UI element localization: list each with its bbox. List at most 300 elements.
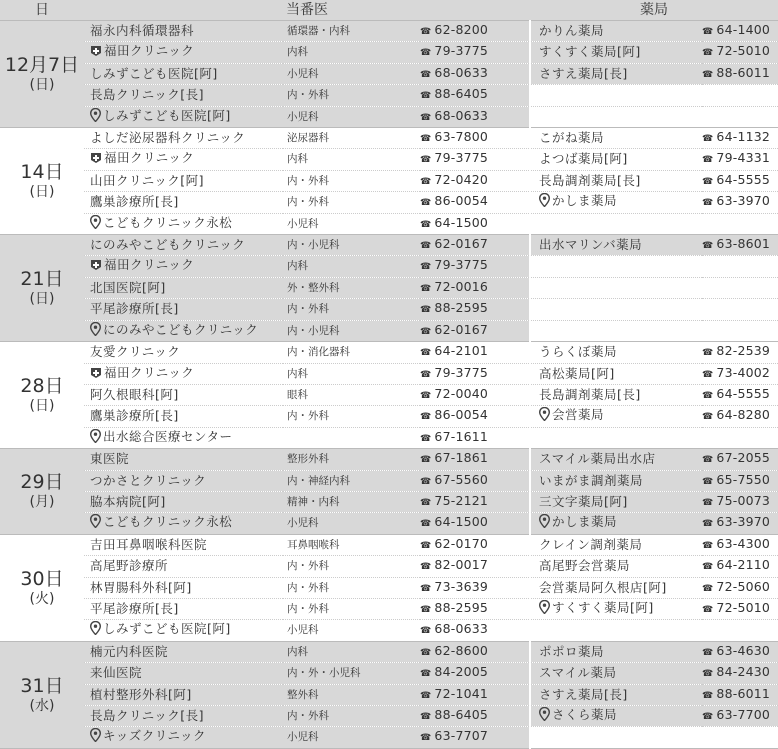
- phone-icon: ☎: [420, 262, 432, 273]
- clinic-phone: [420, 449, 530, 470]
- clinic-phone-number: 68-0633: [434, 64, 489, 80]
- phone-icon: ☎: [702, 198, 714, 209]
- phone-icon: ☎: [420, 433, 432, 444]
- pharmacy-name: [530, 449, 702, 470]
- pharmacy-phone-number: 88-6011: [716, 64, 771, 80]
- pharmacy-empty-cell: [530, 256, 778, 277]
- pharmacy-phone-number: 63-4300: [716, 535, 771, 551]
- phone-icon: ☎: [420, 412, 432, 423]
- clinic-name-text: にのみやこどもクリニック: [90, 237, 246, 253]
- day-date: 30日: [20, 567, 64, 590]
- pharmacy-phone: [702, 641, 778, 662]
- clinic-department: 精神・内科: [283, 491, 420, 512]
- clinic-phone-number: 88-6405: [434, 86, 489, 102]
- clinic-department: 内・神経内科: [283, 470, 420, 491]
- clinic-name-text: 鷹巣診療所[長]: [90, 408, 179, 424]
- clinic-name-text: 楠元内科医院: [90, 643, 169, 659]
- pharmacy-phone: [702, 598, 778, 619]
- pharmacy-phone: [702, 491, 778, 512]
- pharmacy-phone: [702, 513, 778, 534]
- clinic-department: 内・外科: [283, 577, 420, 598]
- clinic-phone-number: 62-8600: [434, 642, 489, 658]
- clinic-phone: [420, 170, 530, 191]
- header-pharmacy: 薬局: [530, 0, 778, 21]
- table-row: [0, 427, 778, 448]
- pharmacy-name-text: ポポロ薬局: [539, 643, 605, 659]
- table-row: [0, 21, 778, 42]
- table-row: [0, 85, 778, 106]
- pharmacy-name-text: さすえ薬局[長]: [539, 65, 628, 81]
- clinic-phone-number: 67-1611: [434, 428, 489, 444]
- clinic-name: [84, 427, 283, 448]
- clinic-name-text: 来仙医院: [90, 665, 143, 681]
- clinic-department: 小児科: [283, 513, 420, 534]
- clinic-phone: [420, 577, 530, 598]
- clinic-name: [84, 320, 283, 341]
- phone-icon: ☎: [420, 283, 432, 294]
- clinic-phone: [420, 192, 530, 213]
- clinic-phone-number: 63-7707: [434, 728, 489, 744]
- clinic-name: [84, 213, 283, 234]
- day-weekday: (日): [29, 290, 55, 307]
- pharmacy-name-text: こがね薬局: [539, 130, 605, 146]
- clinic-phone: [420, 470, 530, 491]
- clinic-name-text: こどもクリニック永松: [103, 514, 233, 530]
- pharmacy-name-text: かしま薬局: [552, 193, 618, 209]
- pharmacy-phone-number: 64-1132: [716, 129, 771, 145]
- clinic-phone: [420, 320, 530, 341]
- pharmacy-phone-number: 72-5010: [716, 43, 771, 59]
- phone-icon: ☎: [420, 176, 432, 187]
- clinic-name: [84, 170, 283, 191]
- table-row: [0, 235, 778, 256]
- clinic-name: [84, 192, 283, 213]
- phone-icon: ☎: [702, 27, 714, 37]
- table-row: [0, 256, 778, 277]
- pharmacy-name-text: すくすく薬局[阿]: [552, 599, 654, 615]
- clinic-phone: [420, 556, 530, 577]
- pharmacy-name-text: 会営薬局阿久根店[阿]: [539, 579, 667, 595]
- clinic-name-text: 植村整形外科[阿]: [90, 686, 192, 702]
- clinic-name-text: 友愛クリニック: [90, 344, 181, 360]
- pharmacy-name-text: いまがま調剤薬局: [539, 472, 644, 488]
- table-row: [0, 663, 778, 684]
- clinic-department: 内科: [283, 641, 420, 662]
- phone-icon: ☎: [702, 176, 714, 187]
- clinic-department: 外・整外科: [283, 277, 420, 298]
- clinic-name-text: 北国医院[阿]: [90, 279, 166, 295]
- pharmacy-name: [530, 342, 702, 363]
- clinic-name: [84, 641, 283, 662]
- pharmacy-phone-number: 73-4002: [716, 364, 771, 380]
- table-row: [0, 170, 778, 191]
- clinic-phone-number: 88-6405: [434, 707, 489, 722]
- location-pin-icon: [90, 621, 101, 640]
- clinic-phone: [420, 534, 530, 555]
- table-row: [0, 299, 778, 320]
- clinic-name: [84, 727, 283, 748]
- day-date: 29日: [20, 471, 64, 494]
- day-weekday: (日): [29, 76, 55, 93]
- clinic-name: [84, 556, 283, 577]
- clinic-phone: [420, 598, 530, 619]
- table-row: [0, 684, 778, 705]
- pharmacy-name: [530, 363, 702, 384]
- clinic-phone-number: 67-5560: [434, 471, 489, 487]
- clinic-name-text: よしだ泌尿器科クリニック: [90, 130, 246, 146]
- day-date: 28日: [20, 375, 64, 398]
- clinic-name-text: 出水総合医療センター: [103, 428, 233, 444]
- pharmacy-phone-number: 64-1400: [716, 22, 771, 37]
- day-weekday: (日): [29, 397, 55, 414]
- pharmacy-name: [530, 384, 702, 405]
- phone-icon: ☎: [420, 669, 432, 680]
- clinic-phone: [420, 406, 530, 427]
- phone-icon: ☎: [420, 455, 432, 466]
- table-row: [0, 727, 778, 748]
- pharmacy-name-text: かしま薬局: [552, 514, 618, 530]
- pharmacy-empty-cell: [530, 427, 778, 448]
- clinic-name-text: 吉田耳鼻咽喉科医院: [90, 536, 208, 552]
- clinic-phone-number: 84-2005: [434, 664, 489, 680]
- location-pin-icon: [539, 407, 550, 426]
- pharmacy-phone-number: 67-2055: [716, 450, 771, 466]
- pharmacy-phone-number: 63-7700: [716, 707, 771, 722]
- clinic-phone-number: 64-1500: [434, 514, 489, 530]
- clinic-phone: [420, 491, 530, 512]
- day-date-cell: [0, 342, 84, 449]
- clinic-name: [84, 598, 283, 619]
- pharmacy-name: [530, 684, 702, 705]
- pharmacy-name-text: スマイル薬局: [539, 665, 617, 681]
- clinic-name: [84, 663, 283, 684]
- clinic-phone-number: 63-7800: [434, 129, 489, 145]
- clinic-phone: [420, 21, 530, 42]
- medical-cross-icon: [90, 366, 102, 384]
- pharmacy-phone: [702, 21, 778, 42]
- clinic-phone: [420, 706, 530, 727]
- clinic-name: [84, 63, 283, 84]
- pharmacy-empty-cell: [530, 620, 778, 641]
- clinic-department: 内・外科: [283, 406, 420, 427]
- clinic-name: [84, 85, 283, 106]
- clinic-name-text: 脇本病院[阿]: [90, 493, 166, 509]
- pharmacy-phone-number: 64-8280: [716, 407, 771, 423]
- pharmacy-name: [530, 235, 702, 256]
- pharmacy-name: [530, 42, 702, 63]
- location-pin-icon: [90, 429, 101, 448]
- location-pin-icon: [539, 193, 550, 212]
- table-row: [0, 577, 778, 598]
- phone-icon: ☎: [420, 241, 432, 252]
- location-pin-icon: [539, 707, 550, 726]
- pharmacy-phone-number: 63-8601: [716, 236, 771, 252]
- day-date-cell: [0, 128, 84, 235]
- clinic-phone-number: 64-2101: [434, 343, 489, 359]
- clinic-phone-number: 86-0054: [434, 407, 489, 423]
- clinic-name-text: しみずこども医院[阿]: [103, 621, 231, 637]
- day-date: 12月7日: [4, 54, 80, 77]
- clinic-phone-number: 62-0170: [434, 535, 489, 551]
- day-date: 21日: [20, 268, 64, 291]
- table-row: [0, 598, 778, 619]
- clinic-department: 内科: [283, 256, 420, 277]
- phone-icon: ☎: [420, 690, 432, 701]
- clinic-department: 内・外科: [283, 85, 420, 106]
- table-row: [0, 513, 778, 534]
- clinic-name-text: 福田クリニック: [104, 257, 195, 273]
- pharmacy-phone-number: 64-5555: [716, 385, 771, 401]
- clinic-phone-number: 62-0167: [434, 236, 489, 252]
- phone-icon: ☎: [702, 48, 714, 59]
- medical-cross-icon: [90, 44, 102, 62]
- phone-icon: ☎: [420, 305, 432, 316]
- clinic-phone: [420, 63, 530, 84]
- table-row: [0, 342, 778, 363]
- phone-icon: ☎: [702, 369, 714, 380]
- phone-icon: ☎: [420, 626, 432, 637]
- table-row: [0, 491, 778, 512]
- table-row: [0, 470, 778, 491]
- phone-icon: ☎: [420, 604, 432, 615]
- clinic-name-text: 東医院: [90, 451, 130, 467]
- clinic-name-text: 長島クリニック[長]: [90, 87, 205, 103]
- clinic-name-text: 長島クリニック[長]: [90, 708, 205, 723]
- location-pin-icon: [90, 108, 101, 127]
- pharmacy-name-text: さくら薬局: [552, 707, 618, 722]
- pharmacy-name: [530, 170, 702, 191]
- clinic-name: [84, 470, 283, 491]
- pharmacy-phone: [702, 149, 778, 170]
- clinic-name-text: 平尾診療所[長]: [90, 301, 179, 317]
- pharmacy-name-text: 三文字薬局[阿]: [539, 493, 628, 509]
- clinic-phone-number: 72-0016: [434, 278, 489, 294]
- clinic-name: [84, 235, 283, 256]
- table-row: [0, 106, 778, 127]
- phone-icon: ☎: [702, 604, 714, 615]
- clinic-department: 循環器・内科: [283, 21, 420, 42]
- clinic-department: 耳鼻咽喉科: [283, 534, 420, 555]
- clinic-department: 小児科: [283, 106, 420, 127]
- clinic-department: 内・小児科: [283, 235, 420, 256]
- phone-icon: ☎: [420, 219, 432, 230]
- pharmacy-phone: [702, 235, 778, 256]
- day-date-cell: [0, 21, 84, 128]
- pharmacy-name-text: さすえ薬局[長]: [539, 686, 628, 702]
- clinic-phone: [420, 106, 530, 127]
- clinic-name: [84, 363, 283, 384]
- medical-cross-icon: [90, 258, 102, 276]
- pharmacy-name: [530, 149, 702, 170]
- pharmacy-phone-number: 72-5010: [716, 599, 771, 615]
- phone-icon: ☎: [702, 241, 714, 252]
- clinic-phone-number: 82-0017: [434, 557, 489, 573]
- day-weekday: (水): [29, 697, 55, 714]
- clinic-name: [84, 21, 283, 42]
- pharmacy-phone: [702, 684, 778, 705]
- pharmacy-phone: [702, 342, 778, 363]
- pharmacy-name: [530, 598, 702, 619]
- clinic-name-text: 福田クリニック: [104, 364, 195, 380]
- pharmacy-name-text: クレイン調剤薬局: [539, 536, 643, 552]
- phone-icon: ☎: [420, 562, 432, 573]
- clinic-phone-number: 72-0040: [434, 385, 489, 401]
- phone-icon: ☎: [702, 455, 714, 466]
- phone-icon: ☎: [420, 519, 432, 530]
- pharmacy-phone-number: 79-4331: [716, 150, 771, 166]
- phone-icon: ☎: [420, 348, 432, 359]
- clinic-department: 内・外科: [283, 706, 420, 727]
- table-row: [0, 620, 778, 641]
- phone-icon: ☎: [420, 583, 432, 594]
- clinic-phone-number: 62-0167: [434, 321, 489, 337]
- clinic-department: 小児科: [283, 620, 420, 641]
- clinic-phone: [420, 128, 530, 149]
- schedule-body: [0, 21, 778, 749]
- pharmacy-name: [530, 192, 702, 213]
- clinic-name: [84, 106, 283, 127]
- phone-icon: ☎: [702, 647, 714, 658]
- clinic-name-text: しみずこども医院[阿]: [103, 107, 231, 123]
- table-row: [0, 63, 778, 84]
- phone-icon: ☎: [702, 348, 714, 359]
- clinic-phone: [420, 85, 530, 106]
- pharmacy-name-text: 高松薬局[阿]: [539, 365, 615, 381]
- clinic-department: 内・外科: [283, 192, 420, 213]
- phone-icon: ☎: [420, 112, 432, 123]
- clinic-department: 内・外科: [283, 170, 420, 191]
- pharmacy-name: [530, 706, 702, 727]
- clinic-phone: [420, 513, 530, 534]
- day-date-cell: [0, 235, 84, 342]
- table-row: [0, 192, 778, 213]
- clinic-phone: [420, 427, 530, 448]
- clinic-phone-number: 72-0420: [434, 171, 489, 187]
- table-row: [0, 213, 778, 234]
- phone-icon: ☎: [702, 155, 714, 166]
- pharmacy-phone: [702, 470, 778, 491]
- table-row: [0, 449, 778, 470]
- day-date: 14日: [20, 161, 64, 184]
- clinic-phone-number: 64-1500: [434, 214, 489, 230]
- clinic-department: 整外科: [283, 684, 420, 705]
- day-weekday: (日): [29, 183, 55, 200]
- phone-icon: ☎: [420, 733, 432, 744]
- phone-icon: ☎: [420, 497, 432, 508]
- clinic-name-text: 福田クリニック: [104, 43, 195, 59]
- pharmacy-empty-cell: [530, 213, 778, 234]
- pharmacy-name: [530, 63, 702, 84]
- clinic-phone-number: 79-3775: [434, 43, 489, 59]
- phone-icon: ☎: [702, 712, 714, 722]
- table-row: [0, 534, 778, 555]
- clinic-name: [84, 406, 283, 427]
- phone-icon: ☎: [420, 198, 432, 209]
- phone-icon: ☎: [702, 690, 714, 701]
- phone-icon: ☎: [420, 326, 432, 337]
- clinic-name-text: こどもクリニック永松: [103, 214, 233, 230]
- clinic-name: [84, 384, 283, 405]
- clinic-phone: [420, 149, 530, 170]
- clinic-department: 内・小児科: [283, 320, 420, 341]
- clinic-name-text: 平尾診療所[長]: [90, 600, 179, 616]
- clinic-name-text: 福田クリニック: [104, 150, 195, 166]
- medical-cross-icon: [90, 151, 102, 169]
- day-date-cell: [0, 449, 84, 535]
- clinic-name: [84, 513, 283, 534]
- pharmacy-name: [530, 663, 702, 684]
- clinic-name-text: 山田クリニック[阿]: [90, 172, 205, 188]
- pharmacy-phone-number: 64-2110: [716, 557, 771, 573]
- pharmacy-phone-number: 75-0073: [716, 492, 771, 508]
- clinic-department: 整形外科: [283, 449, 420, 470]
- clinic-name: [84, 577, 283, 598]
- pharmacy-name: [530, 641, 702, 662]
- phone-icon: ☎: [420, 390, 432, 401]
- clinic-department: 内・外科: [283, 598, 420, 619]
- clinic-phone: [420, 384, 530, 405]
- pharmacy-phone-number: 65-7550: [716, 471, 771, 487]
- pharmacy-phone-number: 63-3970: [716, 514, 771, 530]
- clinic-name-text: しみずこども医院[阿]: [90, 65, 218, 81]
- clinic-department: 眼科: [283, 384, 420, 405]
- clinic-phone-number: 72-1041: [434, 685, 489, 701]
- day-weekday: (月): [29, 494, 55, 511]
- pharmacy-empty-cell: [530, 320, 778, 341]
- phone-icon: ☎: [702, 390, 714, 401]
- pharmacy-phone: [702, 363, 778, 384]
- phone-icon: ☎: [420, 91, 432, 102]
- clinic-phone-number: 88-2595: [434, 599, 489, 615]
- clinic-name: [84, 342, 283, 363]
- phone-icon: ☎: [420, 712, 432, 722]
- pharmacy-name-text: すくすく薬局[阿]: [539, 44, 641, 60]
- table-row: [0, 556, 778, 577]
- pharmacy-name: [530, 21, 702, 42]
- clinic-phone-number: 88-2595: [434, 300, 489, 316]
- pharmacy-name-text: 出水マリンバ薬局: [539, 237, 643, 253]
- pharmacy-phone-number: 82-2539: [716, 343, 771, 359]
- clinic-name: [84, 256, 283, 277]
- pharmacy-phone: [702, 556, 778, 577]
- clinic-phone-number: 62-8200: [434, 22, 489, 37]
- clinic-department: 内科: [283, 363, 420, 384]
- pharmacy-name: [530, 491, 702, 512]
- clinic-phone: [420, 299, 530, 320]
- location-pin-icon: [90, 514, 101, 533]
- phone-icon: ☎: [702, 562, 714, 573]
- clinic-department: 内・外・小児科: [283, 663, 420, 684]
- pharmacy-phone: [702, 42, 778, 63]
- pharmacy-name: [530, 128, 702, 149]
- clinic-phone-number: 79-3775: [434, 150, 489, 166]
- clinic-name-text: にのみやこどもクリニック: [103, 321, 259, 337]
- clinic-department: 内・消化器科: [283, 342, 420, 363]
- pharmacy-phone-number: 84-2430: [716, 664, 771, 680]
- pharmacy-phone-number: 88-6011: [716, 685, 771, 701]
- day-date-cell: [0, 534, 84, 641]
- pharmacy-empty-cell: [530, 299, 778, 320]
- location-pin-icon: [90, 728, 101, 747]
- clinic-phone: [420, 235, 530, 256]
- pharmacy-name: [530, 556, 702, 577]
- clinic-name-text: 阿久根眼科[阿]: [90, 386, 179, 402]
- phone-icon: ☎: [420, 134, 432, 145]
- clinic-phone: [420, 641, 530, 662]
- pharmacy-name-text: 長島調剤薬局[長]: [539, 386, 641, 402]
- clinic-name-text: 高尾野診療所: [90, 558, 169, 574]
- pharmacy-name-text: 長島調剤薬局[長]: [539, 172, 641, 188]
